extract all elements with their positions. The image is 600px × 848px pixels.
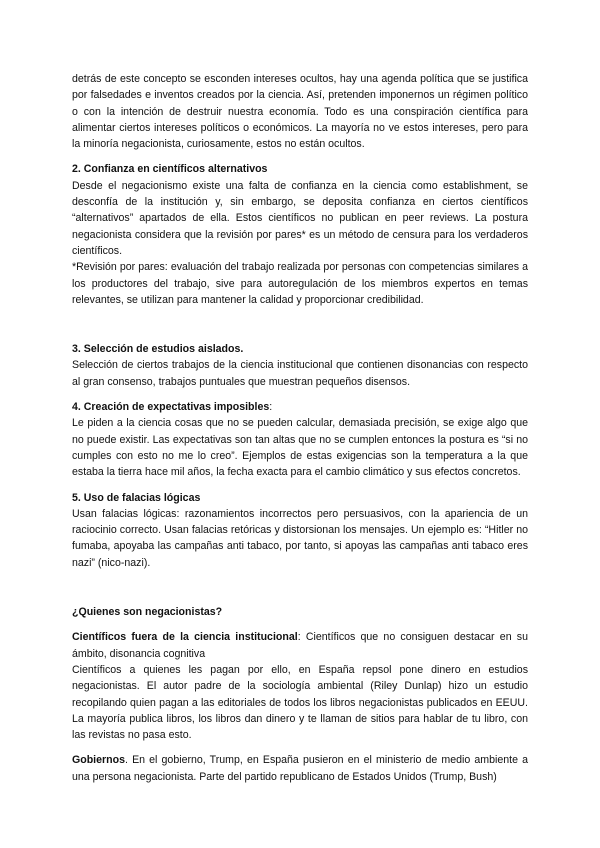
section-2-body: Desde el negacionismo existe una falta de confianza en la ciencia como establishment, se desconfía de la institución y, sin embargo, se deposita confianza en ciertos científicos “alternativos” apartados de ella. Estos científicos no publican en peer reviews. La postura negacionista considera que la revisión por pares* es un método de censura para los verdaderos científicos. <box>72 179 528 257</box>
who-heading: ¿Quienes son negacionistas? <box>72 606 223 619</box>
section-4-body: Le piden a la ciencia cosas que no se pueden calcular, demasiada precisión, se exige algo que no puede existir. Las expectativas son tan altas que no se cumplen entonces la postura es “si no cumples con esto no me lo creo”. Ejemplos de estas exigencias son la temperatura a la que estaba la tierra hace mil años, la fecha exacta para el cambio climático y sus efectos concretos. <box>72 417 528 479</box>
section-3-heading: 3. Selección de estudios aislados. <box>72 343 244 356</box>
section-4-heading <box>72 399 528 415</box>
who-p3-bold: Gobiernos <box>72 754 125 767</box>
who-p1-rest: : Científicos que no consiguen destacar en su ámbito, disonancia cognitiva <box>72 631 528 660</box>
section-3-body: Selección de ciertos trabajos de la ciencia institucional que contienen disonancias con respecto al gran consenso, trabajos puntuales que muestran pequeños disensos. <box>72 359 528 388</box>
section-4-heading-colon: : <box>269 401 273 414</box>
section-2-footnote: *Revisión por pares: evaluación del trabajo realizada por personas con competencias similares a los productores del trabajo, sive para autoregulación de los miembros expertos en temas relevantes, se utilizan para mantener la calidad y proporcionar credibilidad. <box>72 261 528 306</box>
who-p1-bold: Científicos fuera de la ciencia institucional <box>72 631 298 644</box>
section-5-body: Usan falacias lógicas: razonamientos incorrectos pero persuasivos, con la apariencia de un raciocinio correcto. Usan falacias retóricas y distorsionan los mensajes. Un ejemplo es: “Hitler no fumaba, apoyaba las campañas anti tabaco, por tanto, si apoyas las campañas anti tabaco eres nazi” (nico-nazi). <box>72 507 528 569</box>
intro-paragraph: detrás de este concepto se esconden intereses ocultos, hay una agenda política que se justifica por falsedades e inventos creados por la ciencia. Así, pretenden imponernos un régimen político o con la intención de destruir nuestra economía. Todo es una conspiración científica para alimentar ciertos intereses políticos o económicos. La mayoría no ve estos intereses, pero para la minoría negacionista, curiosamente, estos no están ocultos. <box>72 73 528 151</box>
who-paragraph-2: Científicos a quienes les pagan por ello, en España repsol pone dinero en estudios negacionistas. El autor padre de la sociología ambiental (Riley Dunlap) hizo un estudio recopilando quien pagan a las editoriales de todos los libros negacionistas publicados en EEUU. La mayoría publica libros, los libros dan dinero y te llaman de sitios para hablar de tu libro, con las revistas no pasa esto. <box>72 663 528 742</box>
section-2-heading: 2. Confianza en científicos alternativos <box>72 163 268 176</box>
section-5-heading: 5. Uso de falacias lógicas <box>72 491 201 504</box>
who-paragraph-3 <box>72 752 528 785</box>
section-4-heading-text: 4. Creación de expectativas imposibles <box>72 401 270 414</box>
who-paragraph-1 <box>72 629 528 662</box>
who-p3-rest: . En el gobierno, Trump, en España pusieron en el ministerio de medio ambiente a una persona negacionista. Parte del partido republicano de Estados Unidos (Trump, Bush) <box>72 754 528 783</box>
